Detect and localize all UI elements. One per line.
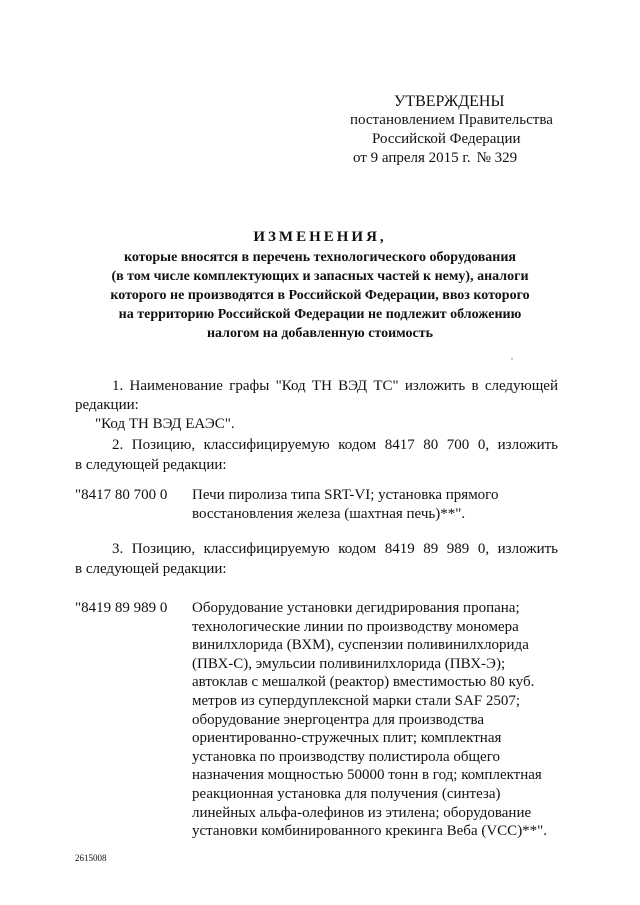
entry-2-line: назначения мощностью 50000 тонн в год; комплектная — [192, 767, 542, 784]
entry-2-line: линейных альфа-олефинов из этилена; оборудование — [192, 804, 532, 821]
document-subtitle — [60, 248, 580, 343]
entry-2-line: реакционная установка для получения (синтеза) — [192, 785, 501, 802]
entry-2-code: "8419 89 989 0 — [75, 600, 168, 616]
item-1-line-3: "Код ТН ВЭД ЕАЭС". — [95, 416, 235, 432]
entry-2-line: ориентированно-стружечных плит; комплектная — [192, 730, 502, 747]
entry-2-line: установка по производству полистирола общего — [192, 748, 500, 765]
approved-government-line: Российской Федерации — [372, 131, 521, 147]
subtitle-line: которого не производятся в Российской Федерации, ввоз которого — [110, 288, 530, 303]
item-1-line-2: редакции: — [75, 397, 139, 413]
entry-1-line: Печи пиролиза типа SRT-VI; установка прямого — [192, 487, 499, 503]
approval-block — [350, 92, 590, 168]
subtitle-line: налогом на добавленную стоимость — [206, 326, 434, 341]
item-2-line-2: в следующей редакции: — [75, 457, 227, 473]
entry-2-line: установки комбинированного крекинга Веба (VCC)**". — [192, 823, 548, 840]
approved-date-line — [350, 149, 590, 168]
entry-2-line: Оборудование установки дегидрирования пропана; — [192, 600, 520, 616]
entry-2-line: оборудование энергоцентра для производства — [192, 711, 485, 728]
document-title: ИЗМЕНЕНИЯ, — [253, 229, 387, 245]
document-footer-code: 2615008 — [75, 853, 107, 863]
entry-2-line: винилхлорида (ВХМ), суспензии поливинилхлорида — [192, 637, 529, 654]
subtitle-line: (в том числе комплектующих и запасных частей к нему), аналоги — [111, 269, 529, 284]
item-3-line-1: 3. Позицию, классифицируемую кодом 8419 89 989 0, изложить — [112, 541, 558, 557]
approved-heading: УТВЕРЖДЕНЫ — [394, 93, 505, 110]
entry-2-line: автоклав с мешалкой (реактор) вместимостью 80 куб. — [192, 674, 535, 691]
entry-1-line: восстановления железа (шахтная печь)**". — [192, 505, 466, 522]
entry-2-line: метров из супердуплексной марки стали SAF 2507; — [192, 692, 521, 709]
subtitle-line: которые вносятся в перечень технологического оборудования — [123, 250, 517, 265]
subtitle-line: на территорию Российской Федерации не подлежит обложению — [118, 307, 522, 322]
approved-number: № 329 — [476, 150, 518, 166]
approved-date: от 9 апреля 2015 г. — [353, 150, 471, 166]
entry-2-text — [192, 599, 572, 841]
item-3-line-2: в следующей редакции: — [75, 561, 227, 577]
approved-by-line: постановлением Правительства — [350, 112, 553, 128]
item-2-line-1: 2. Позицию, классифицируемую кодом 8417 80 700 0, изложить — [112, 437, 558, 453]
entry-2-line: технологические линии по производству мономера — [192, 618, 519, 635]
item-1-line-1: 1. Наименование графы "Код ТН ВЭД ТС" изложить в следующей — [112, 378, 558, 394]
scan-speck — [511, 358, 513, 360]
entry-1-code: "8417 80 700 0 — [75, 487, 168, 503]
entry-1-text — [192, 486, 572, 523]
entry-2-line: (ПВХ-С), эмульсии поливинилхлорида (ПВХ-Э); — [192, 655, 506, 672]
